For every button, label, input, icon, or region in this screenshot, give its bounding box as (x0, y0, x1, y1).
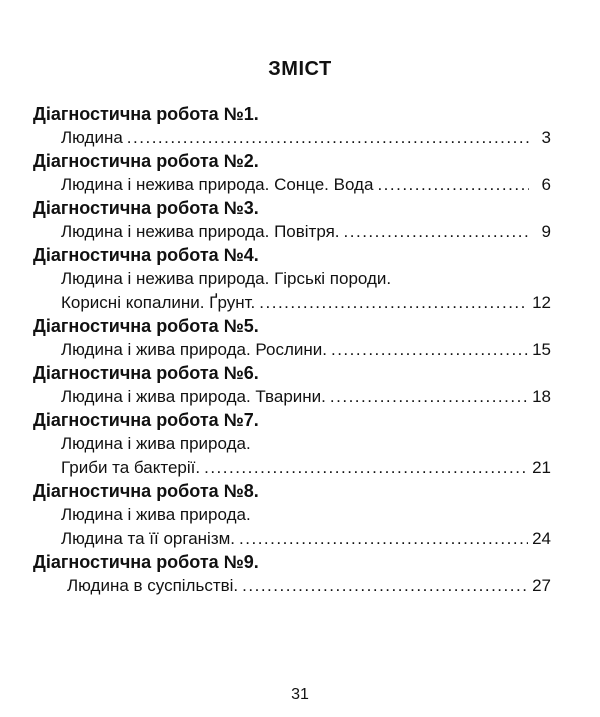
toc-entry-text: Корисні копалини. Ґрунт. (61, 293, 256, 312)
toc-entry-continued (33, 432, 551, 456)
toc-heading: Діагностична робота №7. (33, 410, 259, 430)
dot-leader (239, 527, 528, 551)
dot-leader (242, 574, 528, 598)
toc-entry-text: Людина (61, 128, 123, 147)
toc-heading: Діагностична робота №8. (33, 481, 259, 501)
toc-entry[interactable] (33, 291, 551, 315)
toc-entry-text: Людина і нежива природа. Повітря. (61, 222, 340, 241)
toc-entry[interactable] (33, 527, 551, 551)
toc-entry-page: 27 (532, 576, 551, 595)
toc-entry[interactable] (33, 574, 551, 598)
toc-entry-continued (33, 267, 551, 291)
toc-entry-page: 3 (541, 128, 551, 147)
toc-entry-text: Людина і нежива природа. Гірські породи. (61, 269, 392, 288)
dot-leader (259, 291, 528, 315)
toc-entry-text: Людина і жива природа. Тварини. (61, 387, 326, 406)
page-number: 31 (291, 686, 309, 703)
table-of-contents (33, 103, 551, 598)
toc-entry[interactable] (33, 338, 551, 362)
dot-leader (330, 385, 528, 409)
toc-entry[interactable] (33, 456, 551, 480)
toc-entry[interactable] (33, 220, 551, 244)
toc-entry-text: Людина та її організм. (61, 529, 236, 548)
toc-entry[interactable] (33, 385, 551, 409)
dot-leader (127, 126, 529, 150)
toc-entry-text: Людина в суспільстві. (67, 576, 239, 595)
toc-entry-continued (33, 503, 551, 527)
toc-entry-page: 9 (541, 222, 551, 241)
toc-entry[interactable] (33, 126, 551, 150)
toc-heading: Діагностична робота №2. (33, 151, 259, 171)
toc-entry-page: 12 (532, 293, 551, 312)
toc-entry-text: Людина і жива природа. Рослини. (61, 340, 327, 359)
toc-entry-page: 18 (532, 387, 551, 406)
toc-heading: Діагностична робота №4. (33, 245, 259, 265)
dot-leader (331, 338, 528, 362)
toc-heading: Діагностична робота №1. (33, 104, 259, 124)
toc-entry-page: 24 (532, 529, 551, 548)
toc-heading: Діагностична робота №3. (33, 198, 259, 218)
dot-leader (377, 173, 529, 197)
toc-heading: Діагностична робота №5. (33, 316, 259, 336)
toc-entry-text: Людина і жива природа. (61, 434, 251, 453)
toc-heading: Діагностична робота №9. (33, 552, 259, 572)
toc-entry[interactable] (33, 173, 551, 197)
toc-heading: Діагностична робота №6. (33, 363, 259, 383)
toc-entry-text: Гриби та бактерії. (61, 458, 201, 477)
dot-leader (204, 456, 528, 480)
toc-entry-text: Людина і нежива природа. Сонце. Вода (61, 175, 374, 194)
toc-entry-text: Людина і жива природа. (61, 505, 251, 524)
page-title: ЗМІСТ (268, 58, 332, 80)
dot-leader (344, 220, 529, 244)
toc-entry-page: 21 (532, 458, 551, 477)
toc-entry-page: 6 (541, 175, 551, 194)
toc-entry-page: 15 (532, 340, 551, 359)
